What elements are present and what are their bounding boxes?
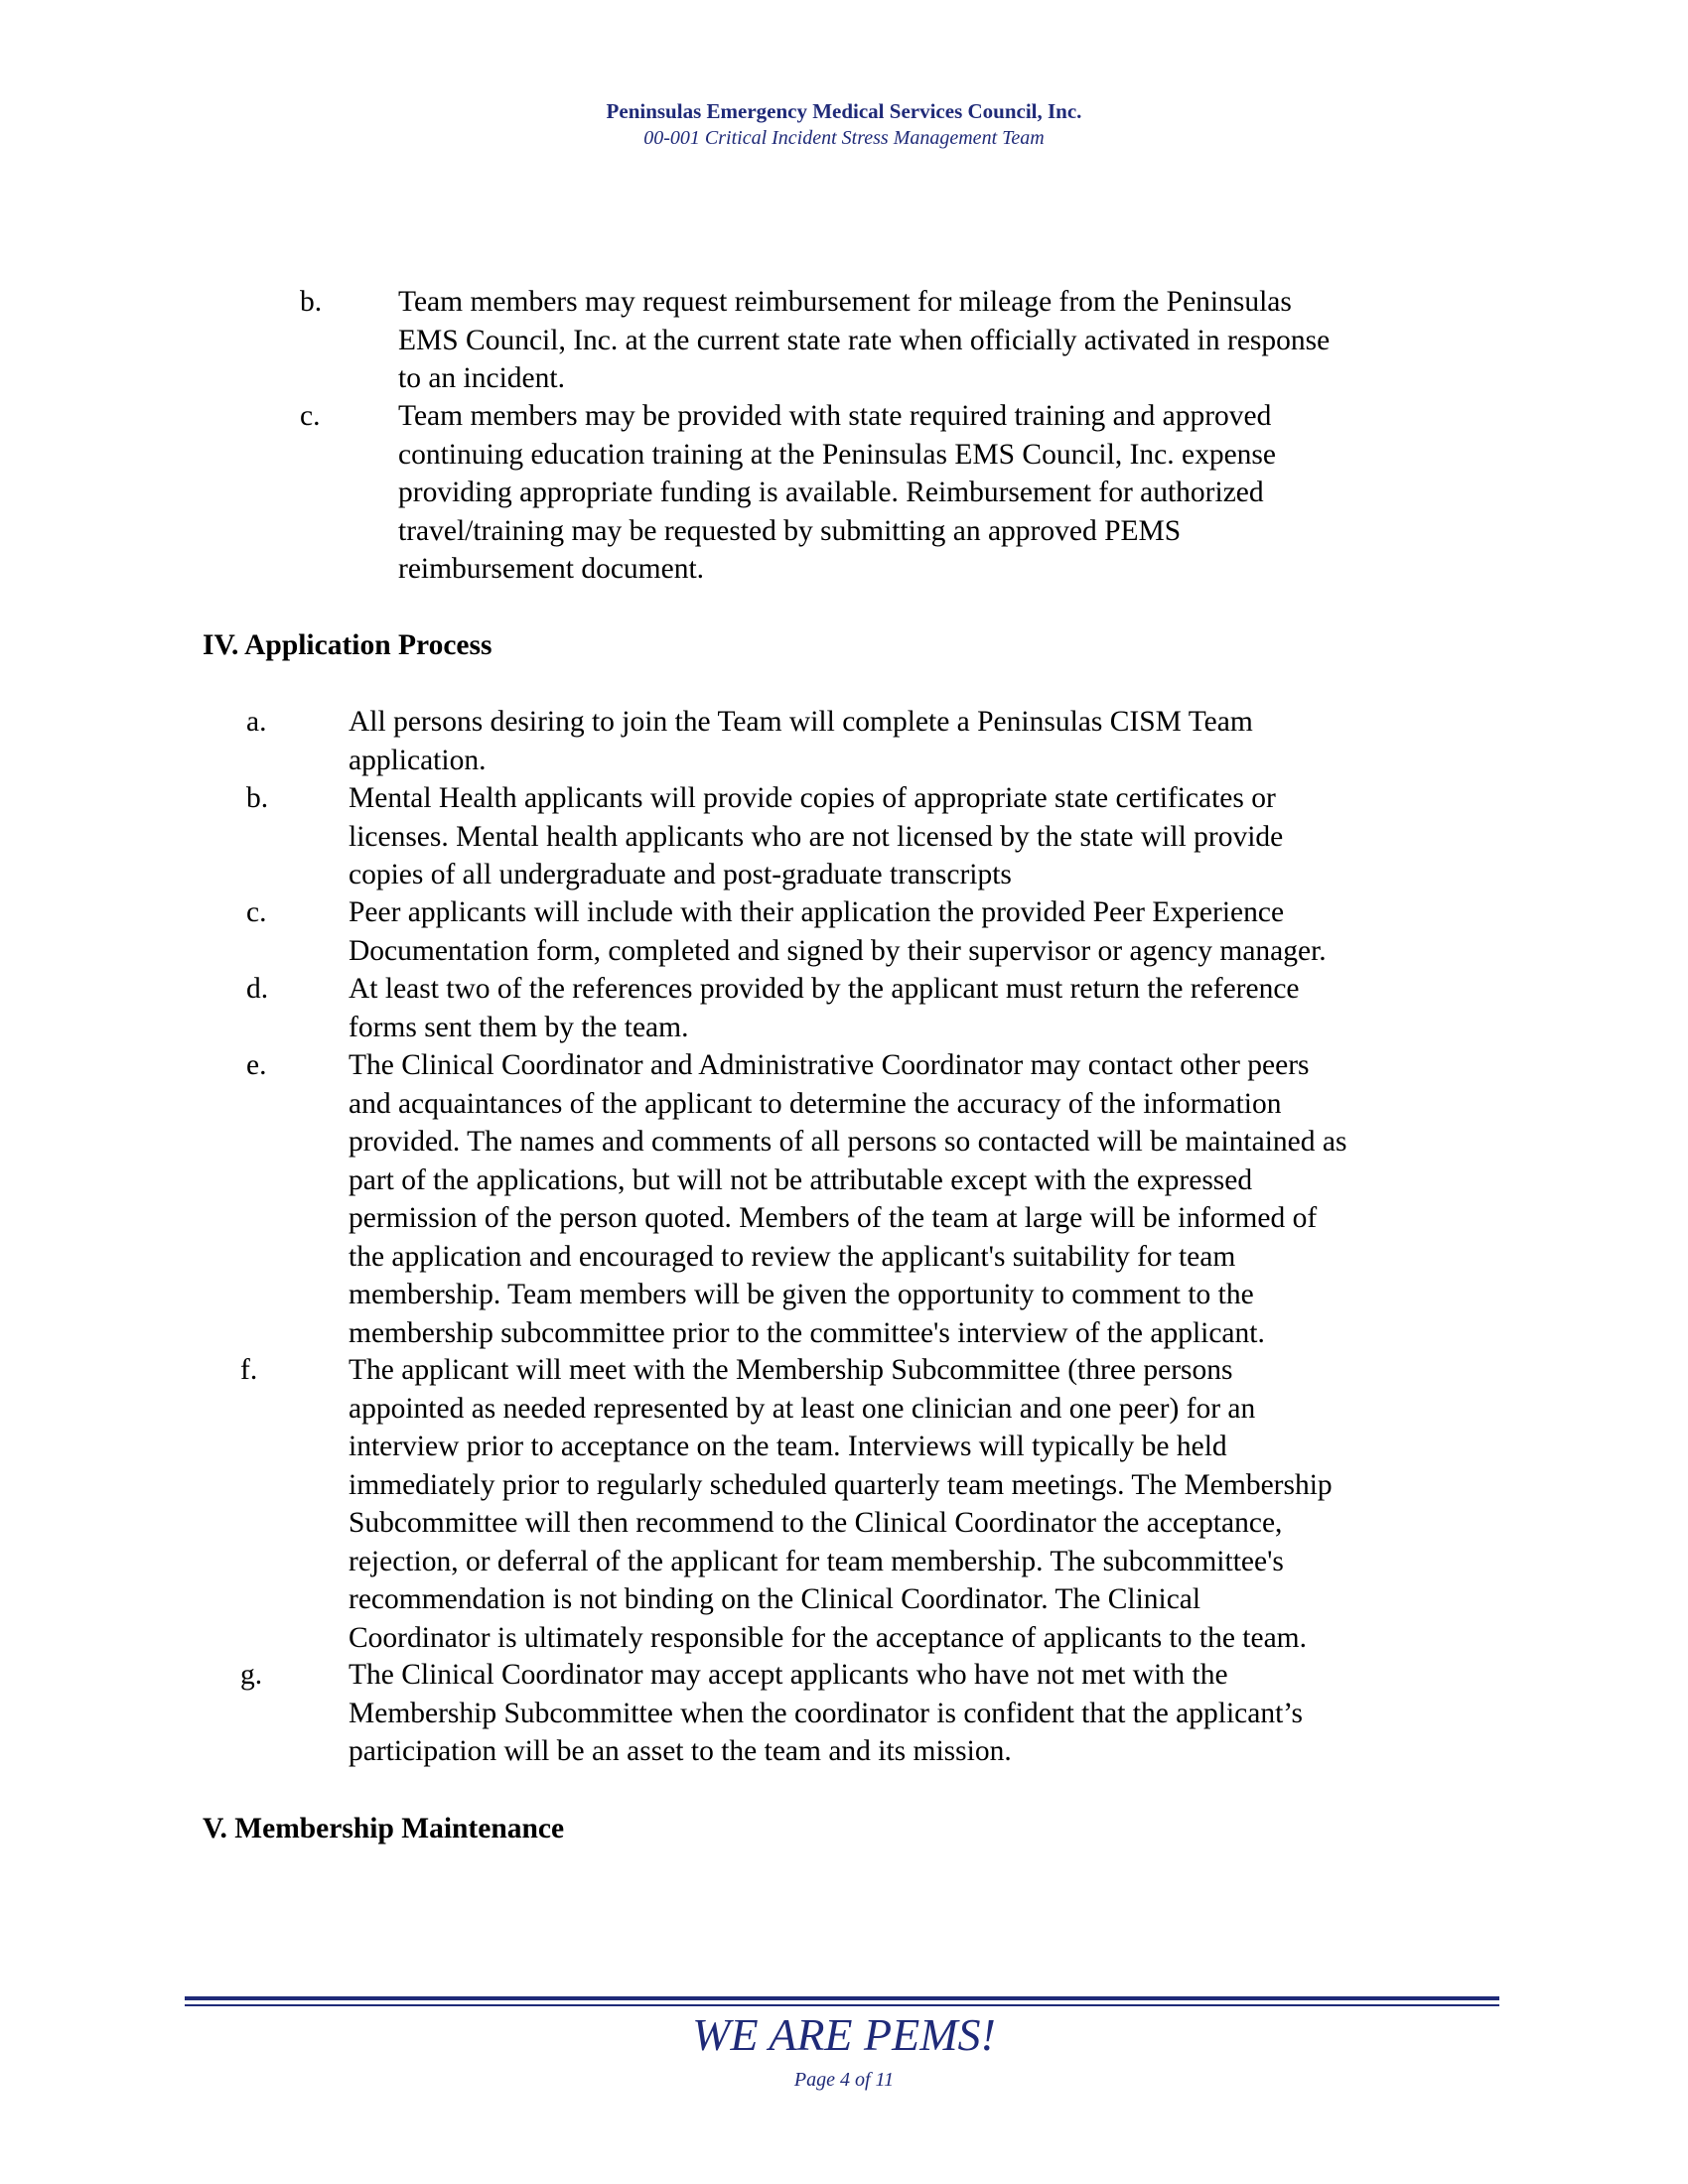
list-item-letter: c. (300, 400, 321, 432)
footer-rule-thin (185, 2004, 1499, 2006)
list-item-text: Mental Health applicants will provide copies of appropriate state certificates or licenses. Mental health applicants who are not licensed by the state will provide copies of all undergraduate and post-graduate transcripts (349, 782, 1284, 890)
list-item-text: At least two of the references provided by the applicant must return the reference forms sent them by the team. (349, 973, 1300, 1043)
list-item-letter: a. (246, 706, 267, 738)
list-item-letter: d. (246, 973, 269, 1005)
page-number: Page 4 of 11 (793, 2069, 895, 2091)
list-item-letter: b. (246, 782, 269, 814)
list-item-text: The Clinical Coordinator may accept applicants who have not met with the Membership Subcommittee when the coordinator is confident that the applicant’s participation will be an asset to the team and its mission. (349, 1659, 1303, 1767)
list-item-text: Team members may be provided with state required training and approved continuing education training at the Peninsulas EMS Council, Inc. expense providing appropriate funding is available. Reimbursement for authorized travel/training may be requested by submitting an approved PEMS reimbursement document. (398, 400, 1277, 585)
page-header (0, 97, 1688, 151)
list-item-letter: g. (240, 1659, 263, 1691)
list-item-text: Team members may request reimbursement for mileage from the Peninsulas EMS Council, Inc. at the current state rate when officially activated in response to an incident. (398, 286, 1331, 394)
list-item-letter: f. (240, 1354, 258, 1386)
list-item-letter: c. (246, 896, 267, 928)
list-item-text: All persons desiring to join the Team will complete a Peninsulas CISM Team application. (349, 706, 1253, 776)
list-item-letter: b. (300, 286, 323, 318)
list-item-text: Peer applicants will include with their application the provided Peer Experience Documentation form, completed and signed by their supervisor or agency manager. (349, 896, 1327, 967)
organization-name: Peninsulas Emergency Medical Services Council, Inc. (606, 99, 1082, 123)
footer-rule-thick (185, 1996, 1499, 2000)
list-item-text: The Clinical Coordinator and Administrative Coordinator may contact other peers and acquaintances of the applicant to determine the accuracy of the information provided. The names and comments of all persons so contacted will be maintained as part of the applications, but will not be attributable except with the expressed permission of the person quoted. Members of the team at large will be informed of the application and encouraged to review the applicant's suitability for team membership. Team members will be given the opportunity to comment to the membership subcommittee prior to the committee's interview of the applicant. (349, 1049, 1347, 1349)
section-heading-membership-maintenance: V. Membership Maintenance (203, 1813, 565, 1844)
footer-motto: WE ARE PEMS! (692, 2009, 996, 2060)
section-heading-application-process: IV. Application Process (203, 629, 492, 661)
list-item-text: The applicant will meet with the Membership Subcommittee (three persons appointed as needed represented by at least one clinician and one peer) for an interview prior to acceptance on the team. Interviews will typically be held immediately prior to regularly scheduled quarterly team meetings. The Membership Subcommittee will then recommend to the Clinical Coordinator the acceptance, rejection, or deferral of the applicant for team membership. The subcommittee's recommendation is not binding on the Clinical Coordinator. The Clinical Coordinator is ultimately responsible for the acceptance of applicants to the team. (349, 1354, 1333, 1654)
list-item-letter: e. (246, 1049, 267, 1081)
document-title: 00-001 Critical Incident Stress Management Team (643, 127, 1045, 149)
